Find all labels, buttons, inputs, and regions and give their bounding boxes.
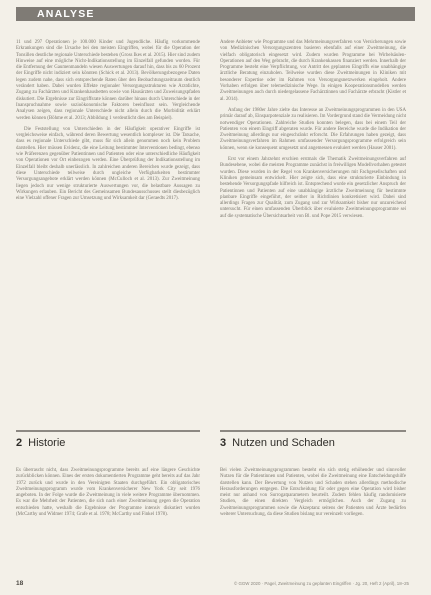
page-number: 18 — [16, 580, 24, 587]
left-column — [16, 40, 200, 207]
section-title — [220, 437, 335, 449]
section-header-bar — [16, 7, 415, 21]
paragraph: Es überrascht nicht, dass Zweitmeinungsprogramme bereits auf eine längere Geschichte zurückblicken können. Eines der ersten dokumentierten Programme geht bereits auf das Jahr 1972 zurück und wurde in den Vereinigten Staaten durchgeführt. Ein obligatorisches Zweitmeinungsprogramm wurde vom Krankenversicherer New York City seit 1976 angeboten. In der Folge wurde die Zweitmeinung in viele weitere Programme übernommen. Es war die Mehrheit der Patienten, die sich nach einer Zweitmeinung gegen die Operation entschieden hatte, weshalb die Ergebnisse der Programme intensiv diskutiert wurden (McCarthy und Widmer 1974; Grafe et al. 1978; McCarthy und Finkel 1978). — [16, 468, 200, 518]
section-heading-nutzen — [220, 430, 406, 452]
section-rule — [16, 430, 200, 432]
section-title-text: Nutzen und Schaden — [232, 437, 335, 449]
right-column — [220, 40, 406, 225]
paragraph: Erst vor einem Jahrzehnt erschien erstmals die Thematik Zweitmeinungsverfahren auf Bundesebene, wobei die meisten Programme zunächst in freiwilligen Modellvorhaben getestet wurden. Diese wurden in der Regel von Krankenversicherungen mit Fachgesellschaften und Kliniken gemeinsam entwickelt. Hier zeigte sich, dass eine strukturierte Einbindung in bestehende Versorgungspfade hilfreich ist. Entsprechend wurde ein gesetzlicher Anspruch der Patientinnen und Patienten auf eine unabhängige ärztliche Zweitmeinung für bestimmte planbare Eingriffe eingeführt, der seither in Richtlinien konkretisiert wird. Dabei sind allerdings Fragen zur Qualität, zum Zugang und zur Wirksamkeit bisher nur unzureichend untersucht. Für einen umfassenden Überblick über evaluierte Zweitmeinungsprogramme sei auf die systematische Übersichtsarbeit von Bl. und Pope 2015 verwiesen. — [220, 157, 406, 219]
section-title — [16, 437, 65, 449]
section-number: 3 — [220, 437, 227, 449]
page-footer — [16, 580, 415, 590]
nutzen-body — [220, 468, 406, 523]
paragraph: Die Feststellung von Unterschieden in der Häufigkeit operativer Eingriffe ist vergleichsweise einfach, während deren Bewertung wesentlich komplexer ist. Die Tatsache, dass es regionale Unterschiede gibt, muss für sich allein genommen noch kein Problem darstellen. Hier müssen Evidenz, die eine Leitung bestimmter Interventionen bedingt, ebenso wie Präferenzen gegenüber Patientinnen und Patienten oder eine unterschiedliche Häufigkeit von Operationen vor Ort einbezogen werden. Eine Überprüfung der Indikationsstellung im Einzelfall bleibt deshalb unerlässlich. In zahlreichen anderen Bereichen wurde gezeigt, dass diese Unterschiede teilweise durch ungleiche Verfügbarkeiten bestimmter Versorgungsangebote erklärt werden können (McCulloch et al. 2013). Zur Zweitmeinung liegen jedoch nur wenige strukturierte Auswertungen vor, die belastbare Aussagen zu Wirkungen erlauben. Ein Bericht des Gemeinsamen Bundesausschusses stellt diesbezüglich eine Vielzahl offener Fragen zur Umsetzung und Wirksamkeit dar (Geraedts 2017). — [16, 126, 200, 202]
section-number: 2 — [16, 437, 23, 449]
historie-body — [16, 468, 200, 523]
paragraph: Andere Anbieter wie Programme und das Mehrmeinungsverfahren von Versicherungen sowie von Medizinischen Versorgungszentren basieren ebenfalls auf einer Zweitmeinung, die vielfach obligatorisch eingesetzt wird. Zudem wurden Programme bei Wirbelsäulen-Operationen auf den Weg gebracht, die durch Krankenkassen finanziert werden. Innerhalb der Programme besteht eine Verpflichtung, vor Antritt des geplanten Eingriffs eine unabhängige ärztliche Beratung einzuholen. Teilweise wurden diese Zweitmeinungen in Kliniken mit besonderer Expertise oder im Rahmen von Versorgungsnetzwerken eingeholt. Andere Vorhaben erfolgen über telemedizinische Wege. In einigen Kooperationsmodellen werden Zweitmeinungen auch durch niedergelassene Fachärztinnen und Fachärzte erbracht (Kistler et al. 2014). — [220, 40, 406, 102]
paragraph: Bei vielen Zweitmeinungsprogrammen besteht ein sich stetig erhöhender und sinnvoller Nutzen für die Patientinnen und Patienten, wobei die Zweitmeinung eine Entscheidungshilfe darstellen kann. Der Bewertung von Nutzen und Schaden stehen allerdings methodische Herausforderungen entgegen. Die Entscheidung für oder gegen eine Operation wird bisher meist nur anhand von Surrogatparametern beurteilt. Zudem fehlen häufig randomisierte Studien, die einen direkten Vergleich ermöglichen. Auch der Zugang zu Zweitmeinungsprogrammen sowie die Akzeptanz seitens der Patienten und Ärzte bedürfen weiterer Untersuchung, da diese Studien bislang nur vereinzelt vorliegen. — [220, 468, 406, 518]
section-title-text: Historie — [28, 437, 66, 449]
paragraph: Anfang der 1980er Jahre zielte das Interesse an Zweitmeinungsprogrammen in den USA primär darauf ab, Einsparpotenziale zu realisieren. Im Vordergrund stand die Vermeidung nicht notwendiger Operationen. Zahlreiche Studien konnten belegen, dass bei einem Teil der Patienten von einem Eingriff abgeraten wurde. Für andere Bereiche wurde die Indikation der Zweitmeinung allerdings nur eingeschränkt erforscht. Die Erfahrungen haben gezeigt, dass Zweitmeinungsverfahren im Rahmen umfassender Versorgungsprogramme erfolgreich sein können, wenn sie konsequent umgesetzt und angemessen evaluiert werden (Hauser 2001). — [220, 107, 406, 151]
section-label: ANALYSE — [37, 8, 95, 20]
section-heading-historie — [16, 430, 200, 452]
journal-citation: © GGW 2020 · Pagel, Zweitmeinung zu geplanten Eingriffen · Jg. 20, Heft 2 (April), 18–25 — [234, 581, 409, 586]
paragraph: 11 und 297 Operationen je 100.000 Kinder und Jugendliche. Häufig vorkommende Erkrankungen sind die Ursache bei den meisten Eingriffen, wobei für die Operation der Tonsillen deutliche regionale Unterschiede bestehen (Gross Ikes et al. 2015). Hier sind zudem Hinweise auf eine mögliche Nicht-Indikationsstellung im Einzelfall gefunden worden. Für die Entfernung der Gaumenmandeln wiesen Auswertungen darauf hin, dass bis zu 60 Prozent der Eingriffe nicht indiziert sein könnten (Schick et al. 2013). Bevölkerungsbezogene Daten legen zudem nahe, dass sich entsprechende Raten über den Beobachtungszeitraum deutlich verändert haben. Dabei wurden Effekte regionaler Versorgungsstrukturen wie Arztdichte, Zugang zu Fachärzten und Krankenhausbetten sowie von Hausärzten und Zuweisungspfaden diskutiert. Die Ergebnisse zur Eingriffsrate können darüber hinaus durch Unterschiede in der Inanspruchnahme sowie sozioökonomische Faktoren beeinflusst sein. Vergleichende Analysen zeigen, dass regionale Unterschiede nicht allein durch die Morbidität erklärt werden können (Böhme et al. 2013; Abbildung 1 verdeutlicht dies am Beispiel). — [16, 40, 200, 121]
section-rule — [220, 430, 406, 432]
